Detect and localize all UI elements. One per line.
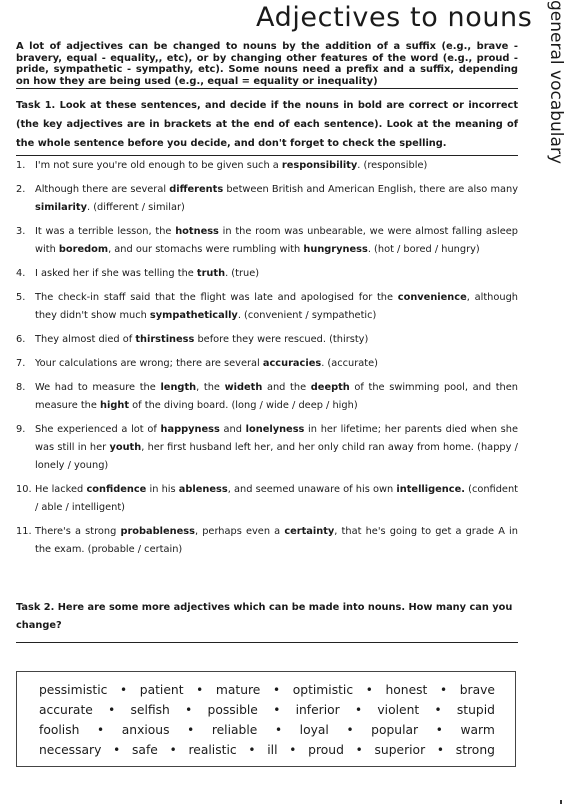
sentence-text: . (accurate) <box>321 358 378 369</box>
bold-noun: deepth <box>310 382 350 393</box>
exercise-item <box>16 481 518 517</box>
sentence-text: , that he's going to get a grade A in the exam. (probable / certain) <box>35 526 518 555</box>
exercise-item <box>16 421 518 475</box>
exercise-item <box>16 223 518 259</box>
sentence-text: There's a strong <box>35 526 121 537</box>
item-number: 10. <box>16 484 32 495</box>
sentence-text: , her first husband left her, and her only child ran away from home. (happy / lonely / young) <box>35 442 518 471</box>
exercise-item <box>16 355 518 373</box>
divider <box>16 642 518 643</box>
sentence-text: We had to measure the <box>35 382 161 393</box>
adjective-word: reliable <box>211 723 258 737</box>
sentence-text: . (convenient / sympathetic) <box>237 310 377 321</box>
item-number: 6. <box>16 334 26 345</box>
bullet-separator: • <box>113 743 121 757</box>
bullet-separator: • <box>289 743 297 757</box>
sentence-text: The check-in staff said that the flight was late and apologised for the <box>35 292 398 303</box>
bold-noun: wideth <box>224 382 263 393</box>
exercise-item <box>16 289 518 325</box>
sentence-text: , and seemed unaware of his own <box>227 484 397 495</box>
bullet-separator: • <box>436 743 444 757</box>
page-title: Adjectives to nouns <box>256 2 533 33</box>
bold-noun: similarity <box>35 202 87 213</box>
bold-noun: thirstiness <box>135 334 195 345</box>
exercise-item <box>16 331 518 349</box>
exercise-list <box>16 157 518 565</box>
sentence-text: . (hot / bored / hungry) <box>367 244 480 255</box>
bold-noun: hungryness <box>303 244 368 255</box>
adjective-word: realistic <box>188 743 237 757</box>
bold-noun: differents <box>169 184 224 195</box>
sentence-text: (confident / able / intelligent) <box>35 484 519 513</box>
bullet-separator: • <box>187 723 195 737</box>
sentence-text: It was a terrible lesson, the <box>35 226 176 237</box>
sentence-text: of the diving board. (long / wide / deep / high) <box>129 400 358 411</box>
adjective-word: ill <box>267 743 278 757</box>
sentence-text: before they were rescued. (thirsty) <box>194 334 369 345</box>
item-number: 1. <box>16 160 26 171</box>
adjective-word: mature <box>215 683 261 697</box>
item-number: 3. <box>16 226 26 237</box>
bullet-separator: • <box>355 743 363 757</box>
bold-noun: hotness <box>175 226 219 237</box>
bold-noun: intelligence. <box>396 484 465 495</box>
sentence-text: I asked her if she was telling the <box>35 268 197 279</box>
item-number: 2. <box>16 184 26 195</box>
bullet-separator: • <box>346 723 354 737</box>
word-row <box>39 720 495 740</box>
bullet-separator: • <box>273 703 281 717</box>
bold-noun: boredom <box>58 244 109 255</box>
adjective-word: violent <box>377 703 420 717</box>
adjective-word: warm <box>460 723 495 737</box>
bullet-separator: • <box>248 743 256 757</box>
item-number: 11. <box>16 526 32 537</box>
bold-noun: ableness <box>178 484 228 495</box>
exercise-item <box>16 181 518 217</box>
sentence-text: I'm not sure you're old enough to be given such a <box>35 160 282 171</box>
adjective-word: popular <box>371 723 419 737</box>
page-mark <box>560 800 562 804</box>
adjective-word: safe <box>132 743 158 757</box>
sentence-text: . (responsible) <box>357 160 428 171</box>
bullet-separator: • <box>274 723 283 737</box>
sentence-text: of the swimming pool, and then measure the <box>35 382 518 411</box>
sentence-text: They almost died of <box>35 334 136 345</box>
bold-noun: certainty <box>284 526 335 537</box>
item-number: 9. <box>16 424 26 435</box>
exercise-item <box>16 379 518 415</box>
bullet-separator: • <box>108 703 116 717</box>
adjective-word: necessary <box>39 743 102 757</box>
bullet-separator: • <box>434 703 442 717</box>
word-row <box>39 680 495 700</box>
bullet-separator: • <box>196 683 204 697</box>
adjective-word: inferior <box>295 703 340 717</box>
bold-noun: accuracies <box>262 358 322 369</box>
bold-noun: youth <box>109 442 142 453</box>
adjective-word: pessimistic <box>39 683 108 697</box>
item-number: 7. <box>16 358 26 369</box>
sentence-text: and <box>219 424 246 435</box>
adjective-word: patient <box>139 683 184 697</box>
bold-noun: happyness <box>160 424 220 435</box>
item-number: 4. <box>16 268 26 279</box>
sentence-text: She experienced a lot of <box>35 424 161 435</box>
sentence-text: in her lifetime; her parents died when she was still in her <box>35 424 518 453</box>
bold-noun: lonelyness <box>245 424 305 435</box>
bold-noun: probableness <box>120 526 195 537</box>
adjective-word: accurate <box>39 703 93 717</box>
bullet-separator: • <box>440 683 448 697</box>
side-label-text: general vocabulary <box>546 0 566 164</box>
word-box <box>16 671 516 767</box>
adjective-word: honest <box>385 683 428 697</box>
adjective-word: loyal <box>299 723 329 737</box>
sentence-text: He lacked <box>35 484 87 495</box>
adjective-word: superior <box>374 743 426 757</box>
bold-noun: length <box>160 382 197 393</box>
adjective-word: anxious <box>121 723 170 737</box>
bullet-separator: • <box>169 743 177 757</box>
bold-noun: truth <box>196 268 226 279</box>
sentence-text: , the <box>196 382 225 393</box>
bold-noun: convenience <box>397 292 467 303</box>
intro-paragraph: A lot of adjectives can be changed to nouns by the addition of a suffix (e.g., brave - bravery, equal - equality,, etc), or by changing other features of the word (e.g., proud - pride, sympathetic - sympathy, etc). Some nouns need a prefix and a suffix, depending on how they are being used (e.g., equal = equality or inequality) <box>16 41 518 89</box>
sentence-text: between British and American English, there are also many <box>223 184 518 195</box>
sentence-text: in his <box>146 484 179 495</box>
exercise-item <box>16 523 518 559</box>
sentence-text: , although they didn't show much <box>35 292 518 321</box>
sentence-text: and the <box>262 382 311 393</box>
task1-instructions: Task 1. Look at these sentences, and decide if the nouns in bold are correct or incorrect (the key adjectives are in brackets at the end of each sentence). Look at the meaning of the whole sentence before you decide, and don't forget to check the spelling. <box>16 96 518 156</box>
sentence-text: Although there are several <box>35 184 170 195</box>
sentence-text: in the room was unbearable, we were almost falling asleep with <box>35 226 518 255</box>
bullet-separator: • <box>355 703 363 717</box>
adjective-word: strong <box>455 743 495 757</box>
adjective-word: selfish <box>130 703 170 717</box>
bold-noun: sympathetically <box>149 310 238 321</box>
adjective-word: proud <box>308 743 344 757</box>
bullet-separator: • <box>120 683 128 697</box>
section-side-label <box>544 0 566 200</box>
word-row <box>39 740 495 760</box>
adjective-word: possible <box>207 703 258 717</box>
bullet-separator: • <box>435 723 443 737</box>
word-row <box>39 700 495 720</box>
adjective-word: brave <box>459 683 495 697</box>
item-number: 5. <box>16 292 26 303</box>
adjective-word: stupid <box>456 703 495 717</box>
exercise-item <box>16 265 518 283</box>
adjective-word: foolish <box>39 723 80 737</box>
bullet-separator: • <box>273 683 281 697</box>
sentence-text: . (different / similar) <box>86 202 185 213</box>
bold-noun: confidence <box>86 484 147 495</box>
sentence-text: . (true) <box>225 268 260 279</box>
bullet-separator: • <box>365 683 373 697</box>
item-number: 8. <box>16 382 26 393</box>
bullet-separator: • <box>97 723 105 737</box>
bullet-separator: • <box>185 703 193 717</box>
bold-noun: hight <box>100 400 130 411</box>
exercise-item <box>16 157 518 175</box>
sentence-text: , perhaps even a <box>194 526 285 537</box>
task2-instructions: Task 2. Here are some more adjectives which can be made into nouns. How many can you change? <box>16 602 513 631</box>
bold-noun: responsibility <box>281 160 358 171</box>
sentence-text: , and our stomachs were rumbling with <box>108 244 304 255</box>
sentence-text: Your calculations are wrong; there are several <box>35 358 263 369</box>
adjective-word: optimistic <box>292 683 354 697</box>
